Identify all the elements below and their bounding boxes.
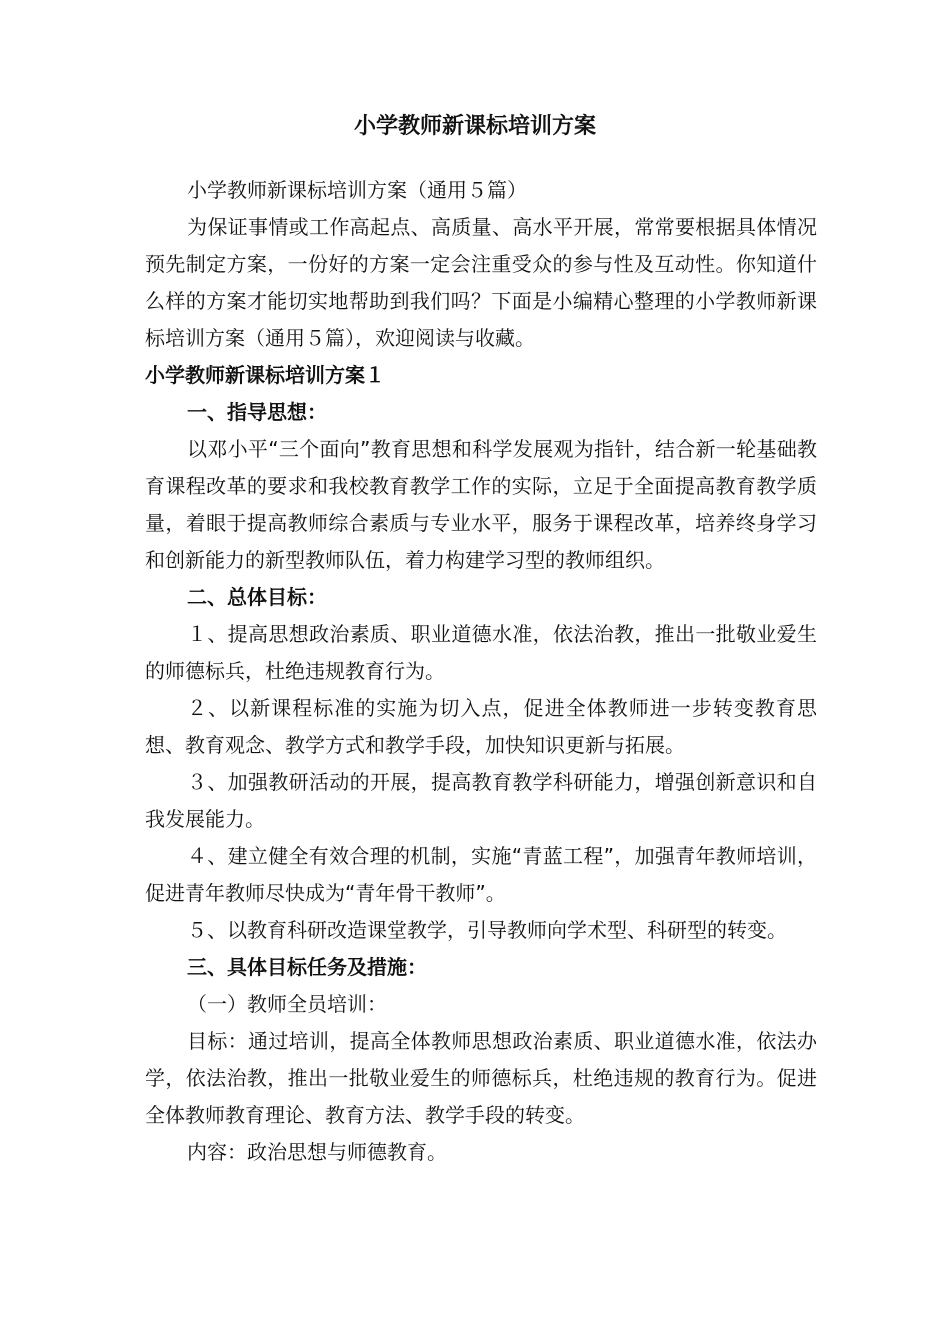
goal-item-5: ５、以教育科研改造课堂教学，引导教师向学术型、科研型的转变。 bbox=[187, 918, 787, 942]
goal-item-4: ４、建立健全有效合理的机制，实施“青蓝工程”，加强青年教师培训，促进青年教师尽快成为“青年骨干教师”。 bbox=[145, 844, 817, 905]
paragraph-guiding-thought: 以邓小平“三个面向”教育思想和科学发展观为指针，结合新一轮基础教育课程改革的要求和我校教育教学工作的实际，立足于全面提高教育教学质量，着眼于提高教师综合素质与专业水平，服务于课程改革，培养终身学习和创新能力的新型教师队伍，着力构建学习型的教师组织。 bbox=[145, 437, 817, 572]
paragraph-intro: 为保证事情或工作高起点、高质量、高水平开展，常常要根据具体情况预先制定方案，一份好的方案一定会注重受众的参与性及互动性。你知道什么样的方案才能切实地帮助到我们吗？下面是小编精心整理的小学教师新课标培训方案（通用５篇），欢迎阅读与收藏。 bbox=[145, 215, 817, 350]
document-title: 小学教师新课标培训方案 bbox=[353, 114, 596, 139]
document-body bbox=[145, 172, 817, 1171]
goal-item-1: １、提高思想政治素质、职业道德水准，依法治教，推出一批敬业爱生的师德标兵，杜绝违规教育行为。 bbox=[145, 622, 817, 683]
section-heading-plan-1: 小学教师新课标培训方案１ bbox=[145, 363, 385, 387]
heading-guiding-thought: 一、指导思想： bbox=[187, 400, 327, 424]
paragraph-training-content: 内容：政治思想与师德教育。 bbox=[187, 1140, 447, 1164]
paragraph-training-goal: 目标：通过培训，提高全体教师思想政治素质、职业道德水准，依法办学，依法治教，推出一批敬业爱生的师德标兵，杜绝违规的教育行为。促进全体教师教育理论、教育方法、教学手段的转变。 bbox=[145, 1029, 817, 1127]
goal-item-2: ２、以新课程标准的实施为切入点，促进全体教师进一步转变教育思想、教育观念、教学方式和教学手段，加快知识更新与拓展。 bbox=[145, 696, 817, 757]
heading-specific-tasks: 三、具体目标任务及措施： bbox=[187, 955, 427, 979]
paragraph-subtitle: 小学教师新课标培训方案（通用５篇） bbox=[187, 178, 527, 202]
heading-overall-goals: 二、总体目标： bbox=[187, 585, 327, 609]
goal-item-3: ３、加强教研活动的开展，提高教育教学科研能力，增强创新意识和自我发展能力。 bbox=[145, 770, 817, 831]
subheading-all-staff-training: （一）教师全员培训： bbox=[187, 992, 387, 1016]
